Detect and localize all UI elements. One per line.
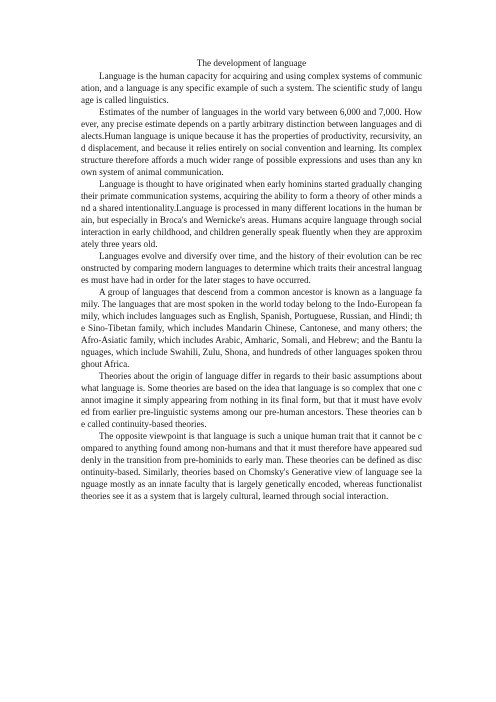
paragraph-2: Estimates of the number of languages in the world vary between 6,000 and 7,000. However, any precise estimate depends on a partly arbitrary distinction between languages and dialects.Human language is unique because it has the properties of productivity, recursivity, and displacement, and because it relies entirely on social convention and learning. Its complex structure therefore affords a much wider range of possible expressions and uses than any known system of animal communication. <box>81 107 422 177</box>
paragraph-4: Languages evolve and diversify over time, and the history of their evolution can be reconstructed by comparing modern languages to determine which traits their ancestral languages must have had in order for the later stages to have occurred. <box>81 251 422 285</box>
paragraph-7: The opposite viewpoint is that language is such a unique human trait that it cannot be compared to anything found among non-humans and that it must therefore have appeared suddenly in the transition from pre-hominids to early man. These theories can be defined as discontinuity-based. Similarly, theories based on Chomsky's Generative view of language see language mostly as an innate faculty that is largely genetically encoded, whereas functionalist theories see it as a system that is largely cultural, learned through social interaction. <box>81 431 422 501</box>
paragraph-5: A group of languages that descend from a common ancestor is known as a language family. The languages that are most spoken in the world today belong to the Indo-European family, which includes languages such as English, Spanish, Portuguese, Russian, and Hindi; the Sino-Tibetan family, which includes Mandarin Chinese, Cantonese, and many others; the Afro-Asiatic family, which includes Arabic, Amharic, Somali, and Hebrew; and the Bantu languages, which include Swahili, Zulu, Shona, and hundreds of other languages spoken throughout Africa. <box>81 287 422 369</box>
paragraph-1: Language is the human capacity for acquiring and using complex systems of communication, and a language is any specific example of such a system. The scientific study of language is called linguistics. <box>81 71 422 105</box>
paragraph-6: Theories about the origin of language differ in regards to their basic assumptions about what language is. Some theories are based on the idea that language is so complex that one cannot imagine it simply appearing from nothing in its final form, but that it must have evolved from earlier pre-linguistic systems among our pre-human ancestors. These theories can be called continuity-based theories. <box>81 371 422 429</box>
paragraph-3: Language is thought to have originated when early hominins started gradually changing their primate communication systems, acquiring the ability to form a theory of other minds and a shared intentionality.Language is processed in many different locations in the human brain, but especially in Broca's and Wernicke's areas. Humans acquire language through social interaction in early childhood, and children generally speak fluently when they are approximately three years old. <box>81 179 422 249</box>
document-title: The development of language <box>196 58 307 68</box>
